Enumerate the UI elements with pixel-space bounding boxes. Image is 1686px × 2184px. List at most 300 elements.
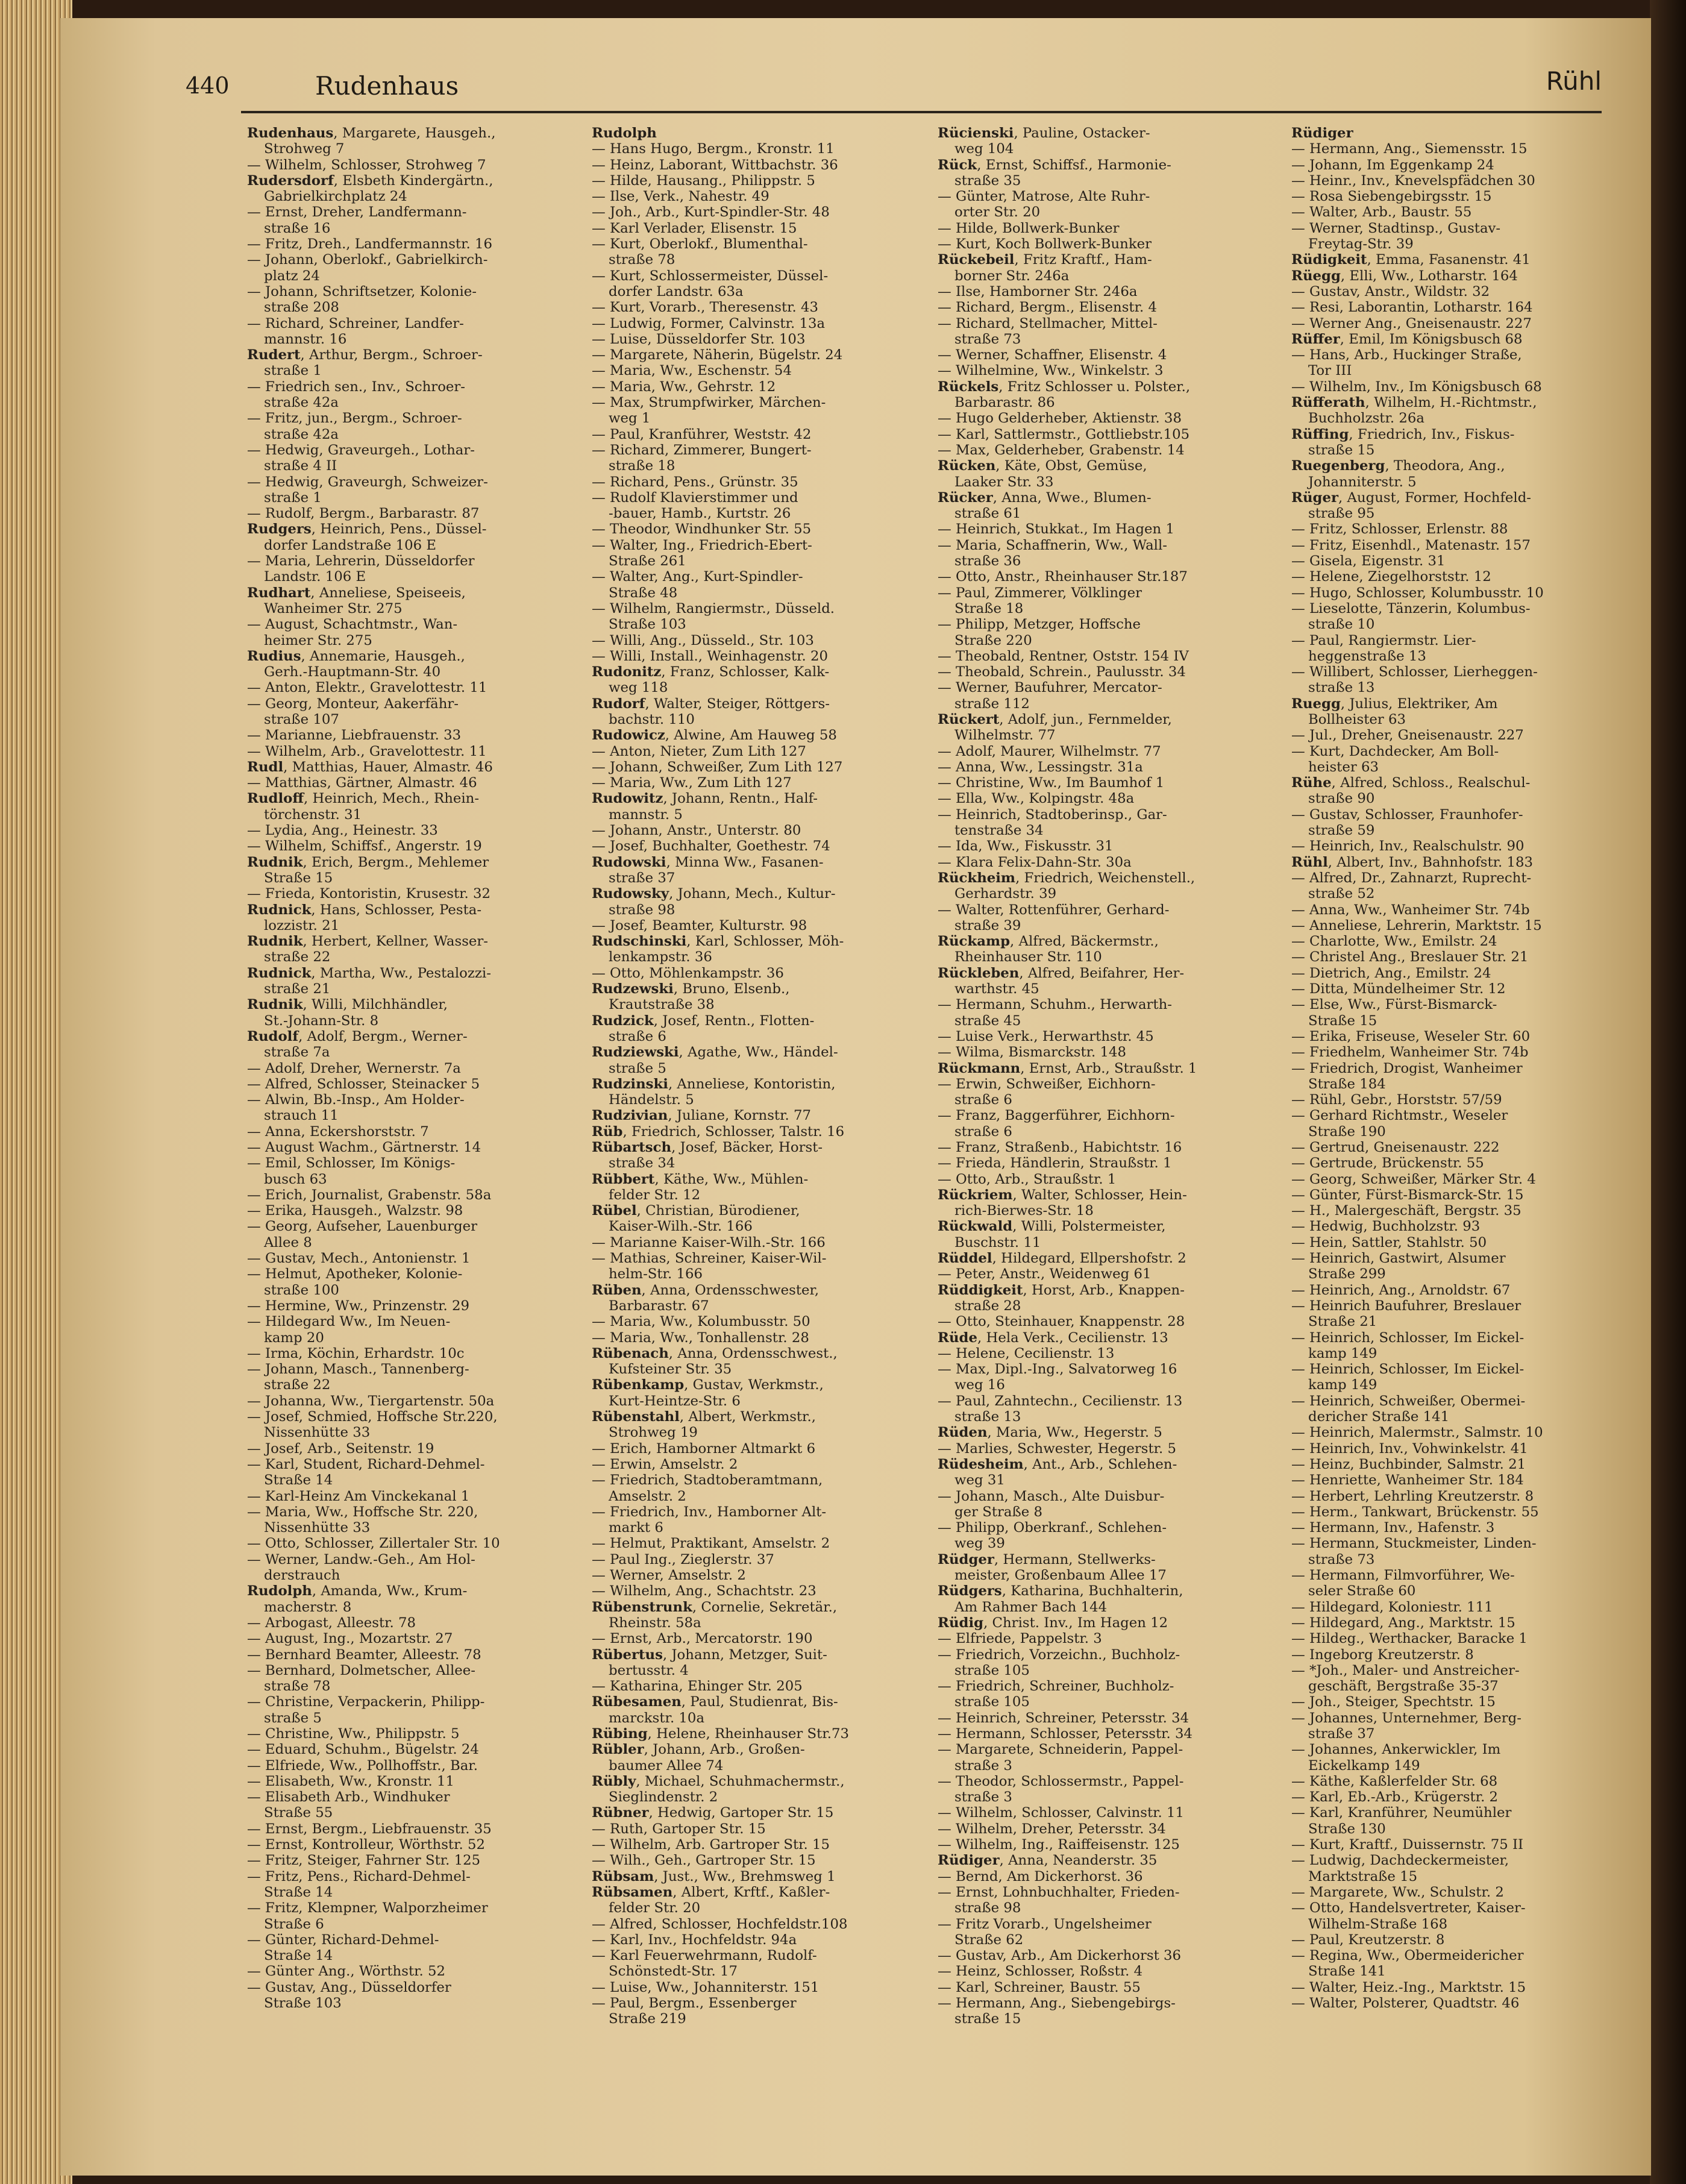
entry-continuation-line: straße 59 xyxy=(1308,823,1375,839)
entry-line: — Johannes, Unternehmer, Berg- xyxy=(1291,1710,1521,1726)
entry-line: — Ludwig, Dachdeckermeister, xyxy=(1291,1853,1509,1869)
entry-surname-line: Rudowitz, Johann, Rentn., Half- xyxy=(592,791,818,807)
entry-continuation-line: heimer Str. 275 xyxy=(264,632,372,648)
entry-line: — Joh., Arb., Kurt-Spindler-Str. 48 xyxy=(592,204,830,221)
entry-continuation-line: straße 107 xyxy=(264,711,339,727)
entry-line: — Jul., Dreher, Gneisenaustr. 227 xyxy=(1291,727,1524,744)
entry-line: — August, Schachtmstr., Wan- xyxy=(247,617,458,633)
entry-surname-line: Rück, Ernst, Schiffsf., Harmonie- xyxy=(938,157,1171,173)
entry-surname-line: Rübertus, Johann, Metzger, Suit- xyxy=(592,1646,827,1663)
entry-continuation-line: straße 34 xyxy=(609,1155,675,1172)
entry-continuation-line: Straße 55 xyxy=(264,1805,333,1821)
entry-continuation-line: straße 37 xyxy=(1308,1725,1375,1742)
entry-continuation-line: straße 1 xyxy=(264,489,322,506)
entry-continuation-line: Straße 62 xyxy=(954,1931,1024,1948)
entry-line: — Kurt, Koch Bollwerk-Bunker xyxy=(938,236,1152,253)
entry-surname-line: Rüfferath, Wilhelm, H.-Richtmstr., xyxy=(1291,395,1537,411)
entry-line: — Hein, Sattler, Stahlstr. 50 xyxy=(1291,1234,1487,1250)
entry-line: — Günter, Matrose, Alte Ruhr- xyxy=(938,189,1150,205)
entry-continuation-line: mannstr. 16 xyxy=(264,331,347,347)
entry-surname-line: Rüegg, Elli, Ww., Lotharstr. 164 xyxy=(1291,268,1518,284)
entry-continuation-line: straße 15 xyxy=(954,2011,1021,2027)
entry-surname-line: Rüden, Maria, Ww., Hegerstr. 5 xyxy=(938,1425,1162,1441)
entry-line: — Fritz, Eisenhdl., Matenastr. 157 xyxy=(1291,537,1531,553)
entry-line: — Hermann, Schuhm., Herwarth- xyxy=(938,997,1172,1013)
entry-continuation-line: weg 16 xyxy=(954,1377,1005,1393)
entry-surname-line: Rübing, Helene, Rheinhauser Str.73 xyxy=(592,1725,849,1742)
entry-continuation-line: Strohweg 7 xyxy=(264,141,345,157)
entry-line: — Heinz, Buchbinder, Salmstr. 21 xyxy=(1291,1456,1526,1472)
entry-line: — Heinrich, Schreiner, Petersstr. 34 xyxy=(938,1710,1189,1726)
entry-line: — Theodor, Schlossermstr., Pappel- xyxy=(938,1773,1184,1789)
entry-line: — Theobald, Schrein., Paulusstr. 34 xyxy=(938,664,1186,680)
entry-line: — Karl, Student, Richard-Dehmel- xyxy=(247,1456,485,1472)
entry-continuation-line: Krautstraße 38 xyxy=(609,997,715,1013)
entry-continuation-line: straße 95 xyxy=(1308,506,1375,522)
entry-continuation-line: Rheinhauser Str. 110 xyxy=(954,949,1102,965)
entry-surname-line: Rückebeil, Fritz Kraftf., Ham- xyxy=(938,252,1152,268)
entry-continuation-line: straße 112 xyxy=(954,695,1030,712)
entry-continuation-line: Barbarastr. 67 xyxy=(609,1298,709,1314)
entry-line: — Johann, Im Eggenkamp 24 xyxy=(1291,157,1494,173)
entry-continuation-line: kamp 20 xyxy=(264,1329,324,1346)
entry-surname-line: Rudolph, Amanda, Ww., Krum- xyxy=(247,1583,468,1599)
entry-continuation-line: straße 39 xyxy=(954,917,1021,934)
entry-line: — Klara Felix-Dahn-Str. 30a xyxy=(938,854,1132,870)
entry-continuation-line: straße 73 xyxy=(954,331,1021,347)
entry-line: — Wilhelm, Arb. Gartroper Str. 15 xyxy=(592,1837,830,1853)
entry-continuation-line: Straße 103 xyxy=(264,1995,342,2012)
entry-line: — Franz, Straßenb., Habichtstr. 16 xyxy=(938,1140,1182,1155)
entry-surname-line: Rudnick, Martha, Ww., Pestalozzi- xyxy=(247,965,491,981)
entry-surname-line: Rübbert, Käthe, Ww., Mühlen- xyxy=(592,1171,809,1187)
entry-surname-line: Rudolf, Adolf, Bergm., Werner- xyxy=(247,1028,468,1044)
entry-line: — Wilma, Bismarckstr. 148 xyxy=(938,1044,1127,1061)
entry-line: — Herbert, Lehrling Kreutzerstr. 8 xyxy=(1291,1488,1534,1504)
entry-continuation-line: Straße 15 xyxy=(264,870,333,886)
entry-continuation-line: tenstraße 34 xyxy=(954,823,1044,839)
entry-continuation-line: meister, Großenbaum Allee 17 xyxy=(954,1567,1167,1584)
entry-line: — Hans Hugo, Bergm., Kronstr. 11 xyxy=(592,141,835,157)
entry-surname-line: Rübenach, Anna, Ordensschwest., xyxy=(592,1345,838,1361)
entry-line: — Erwin, Amselstr. 2 xyxy=(592,1456,738,1472)
entry-line: — Johann, Masch., Alte Duisbur- xyxy=(938,1488,1165,1504)
entry-line: — Gustav, Arb., Am Dickerhorst 36 xyxy=(938,1948,1182,1964)
entry-surname-line: Rübenkamp, Gustav, Werkmstr., xyxy=(592,1377,824,1393)
entry-continuation-line: dorfer Landstr. 63a xyxy=(609,283,744,300)
entry-continuation-line: ger Straße 8 xyxy=(954,1504,1042,1520)
entry-line: — Hermine, Ww., Prinzenstr. 29 xyxy=(247,1298,470,1314)
entry-line: — Heinr., Inv., Knevelspfädchen 30 xyxy=(1291,172,1535,189)
entry-line: — August Wachm., Gärtnerstr. 14 xyxy=(247,1140,481,1155)
entry-line: — Margarete, Näherin, Bügelstr. 24 xyxy=(592,347,843,363)
entry-line: — Maria, Ww., Zum Lith 127 xyxy=(592,775,792,791)
entry-continuation-line: Straße 261 xyxy=(609,553,686,570)
entry-line: — Ernst, Kontrolleur, Wörthstr. 52 xyxy=(247,1837,485,1853)
entry-surname-line: Rudert, Arthur, Bergm., Schroer- xyxy=(247,347,483,363)
entry-surname-line: Rückwald, Willi, Polstermeister, xyxy=(938,1219,1166,1235)
entry-line: — Ingeborg Kreutzerstr. 8 xyxy=(1291,1646,1474,1663)
entry-line: — Bernhard Beamter, Alleestr. 78 xyxy=(247,1646,481,1663)
entry-continuation-line: straße 100 xyxy=(264,1282,339,1298)
entry-line: — Helene, Ziegelhorststr. 12 xyxy=(1291,569,1491,585)
entry-continuation-line: marckstr. 10a xyxy=(609,1710,705,1726)
entry-line: — Richard, Pens., Grünstr. 35 xyxy=(592,474,798,490)
entry-line: — Fritz Vorarb., Ungelsheimer xyxy=(938,1916,1152,1932)
entry-line: — Günter, Fürst-Bismarck-Str. 15 xyxy=(1291,1187,1524,1203)
entry-continuation-line: Straße 14 xyxy=(264,1948,333,1964)
entry-line: — Johann, Schweißer, Zum Lith 127 xyxy=(592,759,843,775)
entry-continuation-line: helm-Str. 166 xyxy=(609,1266,703,1282)
entry-continuation-line: straße 13 xyxy=(1308,680,1375,696)
entry-continuation-line: Eickelkamp 149 xyxy=(1308,1757,1420,1774)
entry-line: — Rosa Siebengebirgsstr. 15 xyxy=(1291,189,1492,205)
entry-line: — Anna, Eckershorststr. 7 xyxy=(247,1123,429,1140)
entry-line: — Heinrich, Inv., Vohwinkelstr. 41 xyxy=(1291,1440,1528,1457)
entry-line: — Kurt, Dachdecker, Am Boll- xyxy=(1291,743,1499,759)
entry-surname-line: Rüdgers, Katharina, Buchhalterin, xyxy=(938,1583,1183,1599)
entry-continuation-line: bertusstr. 4 xyxy=(609,1662,689,1678)
entry-continuation-line: straße 98 xyxy=(609,902,675,918)
entry-surname-line: Rudnik, Willi, Milchhändler, xyxy=(247,997,448,1013)
entry-surname-line: Rudnick, Hans, Schlosser, Pesta- xyxy=(247,902,482,918)
entry-line: — Lieselotte, Tänzerin, Kolumbus- xyxy=(1291,600,1531,617)
entry-line: — Ernst, Lohnbuchhalter, Frieden- xyxy=(938,1884,1180,1900)
entry-line: — Heinrich, Stadtoberinsp., Gar- xyxy=(938,806,1167,823)
entry-line: — Hilde, Hausang., Philippstr. 5 xyxy=(592,172,815,189)
entry-line: — H., Malergeschäft, Bergstr. 35 xyxy=(1291,1203,1521,1219)
header-rule xyxy=(241,111,1602,113)
entry-line: — Max, Dipl.-Ing., Salvatorweg 16 xyxy=(938,1361,1177,1378)
entry-line: — Marianne, Liebfrauenstr. 33 xyxy=(247,727,462,744)
entry-surname-line: Rudonitz, Franz, Schlosser, Kalk- xyxy=(592,664,830,680)
entry-surname-line: Rudzivian, Juliane, Kornstr. 77 xyxy=(592,1108,811,1124)
entry-line: — Adolf, Dreher, Wernerstr. 7a xyxy=(247,1060,461,1076)
entry-continuation-line: Allee 8 xyxy=(264,1234,312,1250)
entry-line: — Johann, Anstr., Unterstr. 80 xyxy=(592,823,801,839)
entry-line: — Fritz, Steiger, Fahrner Str. 125 xyxy=(247,1853,481,1869)
entry-line: — Christine, Ww., Im Baumhof 1 xyxy=(938,775,1165,791)
entry-continuation-line: heister 63 xyxy=(1308,759,1379,775)
entry-continuation-line: seler Straße 60 xyxy=(1308,1583,1416,1599)
entry-continuation-line: weg 1 xyxy=(609,410,651,427)
entry-surname-line: Rübsamen, Albert, Krftf., Kaßler- xyxy=(592,1884,830,1900)
entry-line: — Walter, Ang., Kurt-Spindler- xyxy=(592,569,803,585)
entry-continuation-line: busch 63 xyxy=(264,1171,327,1187)
entry-line: — Hedwig, Buchholzstr. 93 xyxy=(1291,1219,1481,1235)
entry-line: — Georg, Schweißer, Märker Str. 4 xyxy=(1291,1171,1536,1187)
entry-surname-line: Rudzewski, Bruno, Elsenb., xyxy=(592,981,790,997)
entry-continuation-line: Gerhardstr. 39 xyxy=(954,886,1057,902)
entry-continuation-line: straße 78 xyxy=(264,1678,331,1695)
entry-surname-line: Rüdiger, Anna, Neanderstr. 35 xyxy=(938,1853,1158,1869)
entry-line: — Rühl, Gebr., Horststr. 57/59 xyxy=(1291,1092,1502,1108)
entry-continuation-line: Straße 220 xyxy=(954,632,1032,648)
entry-continuation-line: straße 15 xyxy=(1308,442,1375,458)
entry-line: — Karl Feuerwehrmann, Rudolf- xyxy=(592,1948,817,1964)
entry-continuation-line: straße 45 xyxy=(954,1012,1021,1029)
entry-line: — Johann, Masch., Tannenberg- xyxy=(247,1361,469,1378)
entry-continuation-line: törchenstr. 31 xyxy=(264,806,362,823)
entry-continuation-line: kamp 149 xyxy=(1308,1345,1377,1361)
entry-line: — Otto, Handelsvertreter, Kaiser- xyxy=(1291,1900,1526,1916)
entry-line: — Maria, Ww., Gehrstr. 12 xyxy=(592,378,776,395)
entry-surname-line: Rübly, Michael, Schuhmachermstr., xyxy=(592,1773,845,1789)
entry-line: — Wilhelm, Inv., Im Königsbusch 68 xyxy=(1291,378,1542,395)
entry-line: — Walter, Heiz.-Ing., Marktstr. 15 xyxy=(1291,1979,1526,1995)
entry-line: — Hermann, Ang., Siebengebirgs- xyxy=(938,1995,1176,2012)
entry-line: — Kurt, Schlossermeister, Düssel- xyxy=(592,268,829,284)
entry-line: — Anna, Ww., Lessingstr. 31a xyxy=(938,759,1143,775)
entry-continuation-line: straße 6 xyxy=(609,1028,666,1044)
entry-continuation-line: straße 5 xyxy=(609,1060,666,1076)
entry-line: — Ditta, Mündelheimer Str. 12 xyxy=(1291,981,1506,997)
entry-line: — Hugo, Schlosser, Kolumbusstr. 10 xyxy=(1291,585,1544,601)
entry-continuation-line: Barbarastr. 86 xyxy=(954,395,1055,411)
entry-surname-line: Rüdiger xyxy=(1291,125,1353,141)
entry-continuation-line: straße 105 xyxy=(954,1662,1030,1678)
entry-continuation-line: Gerh.-Hauptmann-Str. 40 xyxy=(264,664,441,680)
entry-line: — Erika, Hausgeh., Walzstr. 98 xyxy=(247,1203,463,1219)
entry-line: — Theodor, Windhunker Str. 55 xyxy=(592,521,812,538)
entry-line: — Josef, Beamter, Kulturstr. 98 xyxy=(592,917,807,934)
entry-line: — Willi, Ang., Düsseld., Str. 103 xyxy=(592,632,814,648)
entry-line: — Heinrich Baufuhrer, Breslauer xyxy=(1291,1298,1521,1314)
entry-continuation-line: felder Str. 12 xyxy=(609,1187,701,1203)
entry-continuation-line: straße 61 xyxy=(954,506,1021,522)
entry-line: — Walter, Rottenführer, Gerhard- xyxy=(938,902,1170,918)
entry-line: — Friedrich, Drogist, Wanheimer xyxy=(1291,1060,1523,1076)
entry-continuation-line: felder Str. 20 xyxy=(609,1900,701,1916)
entry-line: — Friedrich, Vorzeichn., Buchholz- xyxy=(938,1646,1180,1663)
entry-line: — Maria, Ww., Eschenstr. 54 xyxy=(592,363,792,379)
entry-continuation-line: straße 10 xyxy=(1308,617,1375,633)
entry-continuation-line: straße 13 xyxy=(954,1409,1021,1425)
entry-surname-line: Rudowski, Minna Ww., Fasanen- xyxy=(592,854,824,870)
entry-line: — Frieda, Händlerin, Straußstr. 1 xyxy=(938,1155,1172,1172)
entry-continuation-line: Wilhelmstr. 77 xyxy=(954,727,1056,744)
entry-line: — Margarete, Schneiderin, Pappel- xyxy=(938,1742,1183,1758)
entry-line: — Max, Strumpfwirker, Märchen- xyxy=(592,395,826,411)
entry-line: — Luise Verk., Herwarthstr. 45 xyxy=(938,1028,1154,1044)
entry-line: — Richard, Schreiner, Landfer- xyxy=(247,315,464,331)
entry-surname-line: Rudschinski, Karl, Schlosser, Möh- xyxy=(592,934,844,950)
entry-line: — Joh., Steiger, Spechtstr. 15 xyxy=(1291,1694,1496,1710)
entry-line: — Karl-Heinz Am Vinckekanal 1 xyxy=(247,1488,470,1504)
entry-continuation-line: platz 24 xyxy=(264,268,320,284)
entry-surname-line: Rüdig, Christ. Inv., Im Hagen 12 xyxy=(938,1614,1168,1631)
entry-continuation-line: Kufsteiner Str. 35 xyxy=(609,1361,732,1378)
entry-line: — Erwin, Schweißer, Eichhorn- xyxy=(938,1076,1156,1092)
entry-continuation-line: straße 37 xyxy=(609,870,675,886)
entry-line: — Kurt, Vorarb., Theresenstr. 43 xyxy=(592,300,819,316)
entry-continuation-line: Straße 15 xyxy=(1308,1012,1377,1029)
entry-line: — Wilhelmine, Ww., Winkelstr. 3 xyxy=(938,363,1164,379)
entry-continuation-line: straße 6 xyxy=(954,1092,1012,1108)
entry-line: — Maria, Ww., Kolumbusstr. 50 xyxy=(592,1314,810,1330)
entry-continuation-line: dorfer Landstraße 106 E xyxy=(264,537,437,553)
entry-line: — Günter Ang., Wörthstr. 52 xyxy=(247,1963,445,1980)
entry-line: — Werner, Stadtinsp., Gustav- xyxy=(1291,220,1501,236)
directory-column-1 xyxy=(247,125,581,2011)
entry-line: — Elfriede, Pappelstr. 3 xyxy=(938,1631,1102,1647)
entry-line: — Erika, Friseuse, Weseler Str. 60 xyxy=(1291,1028,1531,1044)
entry-continuation-line: straße 4 II xyxy=(264,458,337,474)
entry-line: — Helene, Cecilienstr. 13 xyxy=(938,1345,1115,1361)
entry-line: — Walter, Polsterer, Quadtstr. 46 xyxy=(1291,1995,1520,2012)
entry-surname-line: Rückleben, Alfred, Beifahrer, Her- xyxy=(938,965,1185,981)
entry-line: — Friedrich, Inv., Hamborner Alt- xyxy=(592,1504,827,1520)
entry-line: — Käthe, Kaßlerfelder Str. 68 xyxy=(1291,1773,1498,1789)
entry-continuation-line: Straße 21 xyxy=(1308,1314,1377,1330)
entry-line: — Elfriede, Ww., Pollhoffstr., Bar. xyxy=(247,1757,478,1774)
entry-line: — Christel Ang., Breslauer Str. 21 xyxy=(1291,949,1529,965)
entry-continuation-line: Händelstr. 5 xyxy=(609,1092,694,1108)
entry-continuation-line: Straße 190 xyxy=(1308,1123,1386,1140)
entry-surname-line: Rudzick, Josef, Rentn., Flotten- xyxy=(592,1012,815,1029)
entry-continuation-line: Straße 130 xyxy=(1308,1821,1386,1837)
page-header xyxy=(186,66,1602,102)
entry-surname-line: Rüddigkeit, Horst, Arb., Knappen- xyxy=(938,1282,1185,1298)
entry-line: — Ilse, Verk., Nahestr. 49 xyxy=(592,189,769,205)
entry-surname-line: Rüger, August, Former, Hochfeld- xyxy=(1291,489,1532,506)
entry-line: — Otto, Schlosser, Zillertaler Str. 10 xyxy=(247,1536,500,1552)
entry-line: — Philipp, Metzger, Hoffsche xyxy=(938,617,1141,633)
entry-line: — Ernst, Arb., Mercatorstr. 190 xyxy=(592,1631,813,1647)
entry-line: — Mathias, Schreiner, Kaiser-Wil- xyxy=(592,1250,827,1267)
entry-line: — Gustav, Ang., Düsseldorfer xyxy=(247,1979,451,1995)
entry-continuation-line: straße 98 xyxy=(954,1900,1021,1916)
entry-line: — Johannes, Ankerwickler, Im xyxy=(1291,1742,1501,1758)
entry-continuation-line: Landstr. 106 E xyxy=(264,569,366,585)
entry-line: — Heinrich, Schlosser, Im Eickel- xyxy=(1291,1361,1525,1378)
entry-line: — Heinrich, Malermstr., Salmstr. 10 xyxy=(1291,1425,1543,1441)
entry-line: — Wilhelm, Schlosser, Calvinstr. 11 xyxy=(938,1805,1185,1821)
entry-surname-line: Rückamp, Alfred, Bäckermstr., xyxy=(938,934,1159,950)
entry-continuation-line: mannstr. 5 xyxy=(609,806,683,823)
entry-surname-line: Rudolph xyxy=(592,125,657,141)
entry-continuation-line: Straße 141 xyxy=(1308,1963,1386,1980)
entry-line: — Johann, Oberlokf., Gabrielkirch- xyxy=(247,252,488,268)
entry-line: — Matthias, Gärtner, Almastr. 46 xyxy=(247,775,477,791)
entry-continuation-line: straße 21 xyxy=(264,981,331,997)
entry-line: — Maria, Schaffnerin, Ww., Wall- xyxy=(938,537,1167,553)
entry-line: — Arbogast, Alleestr. 78 xyxy=(247,1614,416,1631)
entry-line: — Resi, Laborantin, Lotharstr. 164 xyxy=(1291,300,1533,316)
entry-surname-line: Rudersdorf, Elsbeth Kindergärtn., xyxy=(247,172,494,189)
entry-continuation-line: Schönstedt-Str. 17 xyxy=(609,1963,738,1980)
entry-surname-line: Rudl, Matthias, Hauer, Almastr. 46 xyxy=(247,759,493,775)
entry-surname-line: Rüben, Anna, Ordensschwester, xyxy=(592,1282,819,1298)
entry-line: — Hildegard, Koloniestr. 111 xyxy=(1291,1599,1493,1615)
entry-continuation-line: Nissenhütte 33 xyxy=(264,1520,371,1536)
entry-line: — Hilde, Bollwerk-Bunker xyxy=(938,220,1120,236)
entry-continuation-line: Straße 299 xyxy=(1308,1266,1386,1282)
entry-line: — Alfred, Schlosser, Hochfeldstr.108 xyxy=(592,1916,848,1932)
entry-continuation-line: Buschstr. 11 xyxy=(954,1234,1041,1250)
entry-line: — Werner, Landw.-Geh., Am Hol- xyxy=(247,1551,475,1567)
entry-line: — Anton, Nieter, Zum Lith 127 xyxy=(592,743,806,759)
entry-line: — Gustav, Anstr., Wildstr. 32 xyxy=(1291,283,1490,300)
directory-column-3 xyxy=(938,125,1272,2027)
entry-line: — Werner, Baufuhrer, Mercator- xyxy=(938,680,1162,696)
entry-line: — Wilhelm, Schlosser, Strohweg 7 xyxy=(247,157,486,173)
entry-surname-line: Rückheim, Friedrich, Weichenstell., xyxy=(938,870,1196,886)
entry-line: — Elisabeth, Ww., Kronstr. 11 xyxy=(247,1773,455,1789)
entry-continuation-line: straße 208 xyxy=(264,300,339,316)
entry-line: — Ilse, Hamborner Str. 246a xyxy=(938,283,1138,300)
entry-line: — Hildeg., Werthacker, Baracke 1 xyxy=(1291,1631,1528,1647)
entry-continuation-line: straße 105 xyxy=(954,1694,1030,1710)
entry-line: — Josef, Arb., Seitenstr. 19 xyxy=(247,1440,434,1457)
entry-continuation-line: warthstr. 45 xyxy=(954,981,1039,997)
entry-line: — Ella, Ww., Kolpingstr. 48a xyxy=(938,791,1135,807)
entry-line: — Anna, Ww., Wanheimer Str. 74b xyxy=(1291,902,1530,918)
entry-line: — Charlotte, Ww., Emilstr. 24 xyxy=(1291,934,1497,950)
entry-continuation-line: Straße 48 xyxy=(609,585,678,601)
entry-continuation-line: Buchholzstr. 26a xyxy=(1308,410,1424,427)
entry-line: — Fritz, Dreh., Landfermannstr. 16 xyxy=(247,236,492,253)
entry-surname-line: Rückriem, Walter, Schlosser, Hein- xyxy=(938,1187,1187,1203)
entry-surname-line: Rüddel, Hildegard, Ellpershofstr. 2 xyxy=(938,1250,1186,1267)
entry-surname-line: Rübel, Christian, Bürodiener, xyxy=(592,1203,800,1219)
entry-continuation-line: straße 3 xyxy=(954,1757,1012,1774)
entry-line: — Erich, Hamborner Altmarkt 6 xyxy=(592,1440,816,1457)
entry-line: — Wilh., Geh., Gartroper Str. 15 xyxy=(592,1853,816,1869)
entry-continuation-line: straße 22 xyxy=(264,949,331,965)
entry-line: — Bernd, Am Dickerhorst. 36 xyxy=(938,1868,1143,1884)
entry-line: — Otto, Möhlenkampstr. 36 xyxy=(592,965,784,981)
entry-continuation-line: Strohweg 19 xyxy=(609,1425,698,1441)
entry-line: — Friedrich sen., Inv., Schroer- xyxy=(247,378,466,395)
entry-surname-line: Rücker, Anna, Wwe., Blumen- xyxy=(938,489,1152,506)
entry-line: — Paul, Zahntechn., Cecilienstr. 13 xyxy=(938,1393,1183,1409)
entry-line: — Heinrich, Schlosser, Im Eickel- xyxy=(1291,1329,1525,1346)
entry-line: — Werner, Amselstr. 2 xyxy=(592,1567,746,1584)
entry-line: — Philipp, Oberkranf., Schlehen- xyxy=(938,1520,1167,1536)
entry-line: — Gisela, Eigenstr. 31 xyxy=(1291,553,1446,570)
entry-line: — Fritz, Schlosser, Erlenstr. 88 xyxy=(1291,521,1508,538)
entry-line: — Karl, Eb.-Arb., Krügerstr. 2 xyxy=(1291,1789,1499,1806)
entry-surname-line: Rudzinski, Anneliese, Kontoristin, xyxy=(592,1076,836,1092)
entry-continuation-line: straße 5 xyxy=(264,1710,322,1726)
entry-surname-line: Rudloff, Heinrich, Mech., Rhein- xyxy=(247,791,480,807)
entry-line: — Adolf, Maurer, Wilhelmstr. 77 xyxy=(938,743,1161,759)
entry-continuation-line: lozzistr. 21 xyxy=(264,917,340,934)
entry-line: — Willi, Install., Weinhagenstr. 20 xyxy=(592,648,829,664)
entry-line: — Hedwig, Graveurgh, Schweizer- xyxy=(247,474,488,490)
entry-surname-line: Rudenhaus, Margarete, Hausgeh., xyxy=(247,125,496,141)
entry-line: — Ruth, Gartoper Str. 15 xyxy=(592,1821,766,1837)
entry-line: — Gerhard Richtmstr., Weseler xyxy=(1291,1108,1508,1124)
entry-line: — Wilhelm, Ang., Schachtstr. 23 xyxy=(592,1583,816,1599)
entry-line: — Heinrich, Inv., Realschulstr. 90 xyxy=(1291,838,1525,855)
entry-line: — Alfred, Dr., Zahnarzt, Ruprecht- xyxy=(1291,870,1532,886)
entry-line: — Rudolf Klavierstimmer und xyxy=(592,489,798,506)
entry-surname-line: Rücken, Käte, Obst, Gemüse, xyxy=(938,458,1147,474)
entry-continuation-line: weg 31 xyxy=(954,1472,1005,1489)
entry-continuation-line: lenkampstr. 36 xyxy=(609,949,712,965)
entry-line: — Wilhelm, Rangiermstr., Düsseld. xyxy=(592,600,835,617)
entry-line: — Richard, Zimmerer, Bungert- xyxy=(592,442,812,458)
entry-continuation-line: straße 22 xyxy=(264,1377,331,1393)
entry-line: — Hans, Arb., Huckinger Straße, xyxy=(1291,347,1522,363)
entry-line: — Heinrich, Gastwirt, Alsumer xyxy=(1291,1250,1506,1267)
entry-surname-line: Rudhart, Anneliese, Speiseeis, xyxy=(247,585,466,601)
entry-line: — Ernst, Bergm., Liebfrauenstr. 35 xyxy=(247,1821,492,1837)
entry-line: — Gertrud, Gneisenaustr. 222 xyxy=(1291,1140,1500,1155)
entry-line: — Franz, Baggerführer, Eichhorn- xyxy=(938,1108,1175,1124)
